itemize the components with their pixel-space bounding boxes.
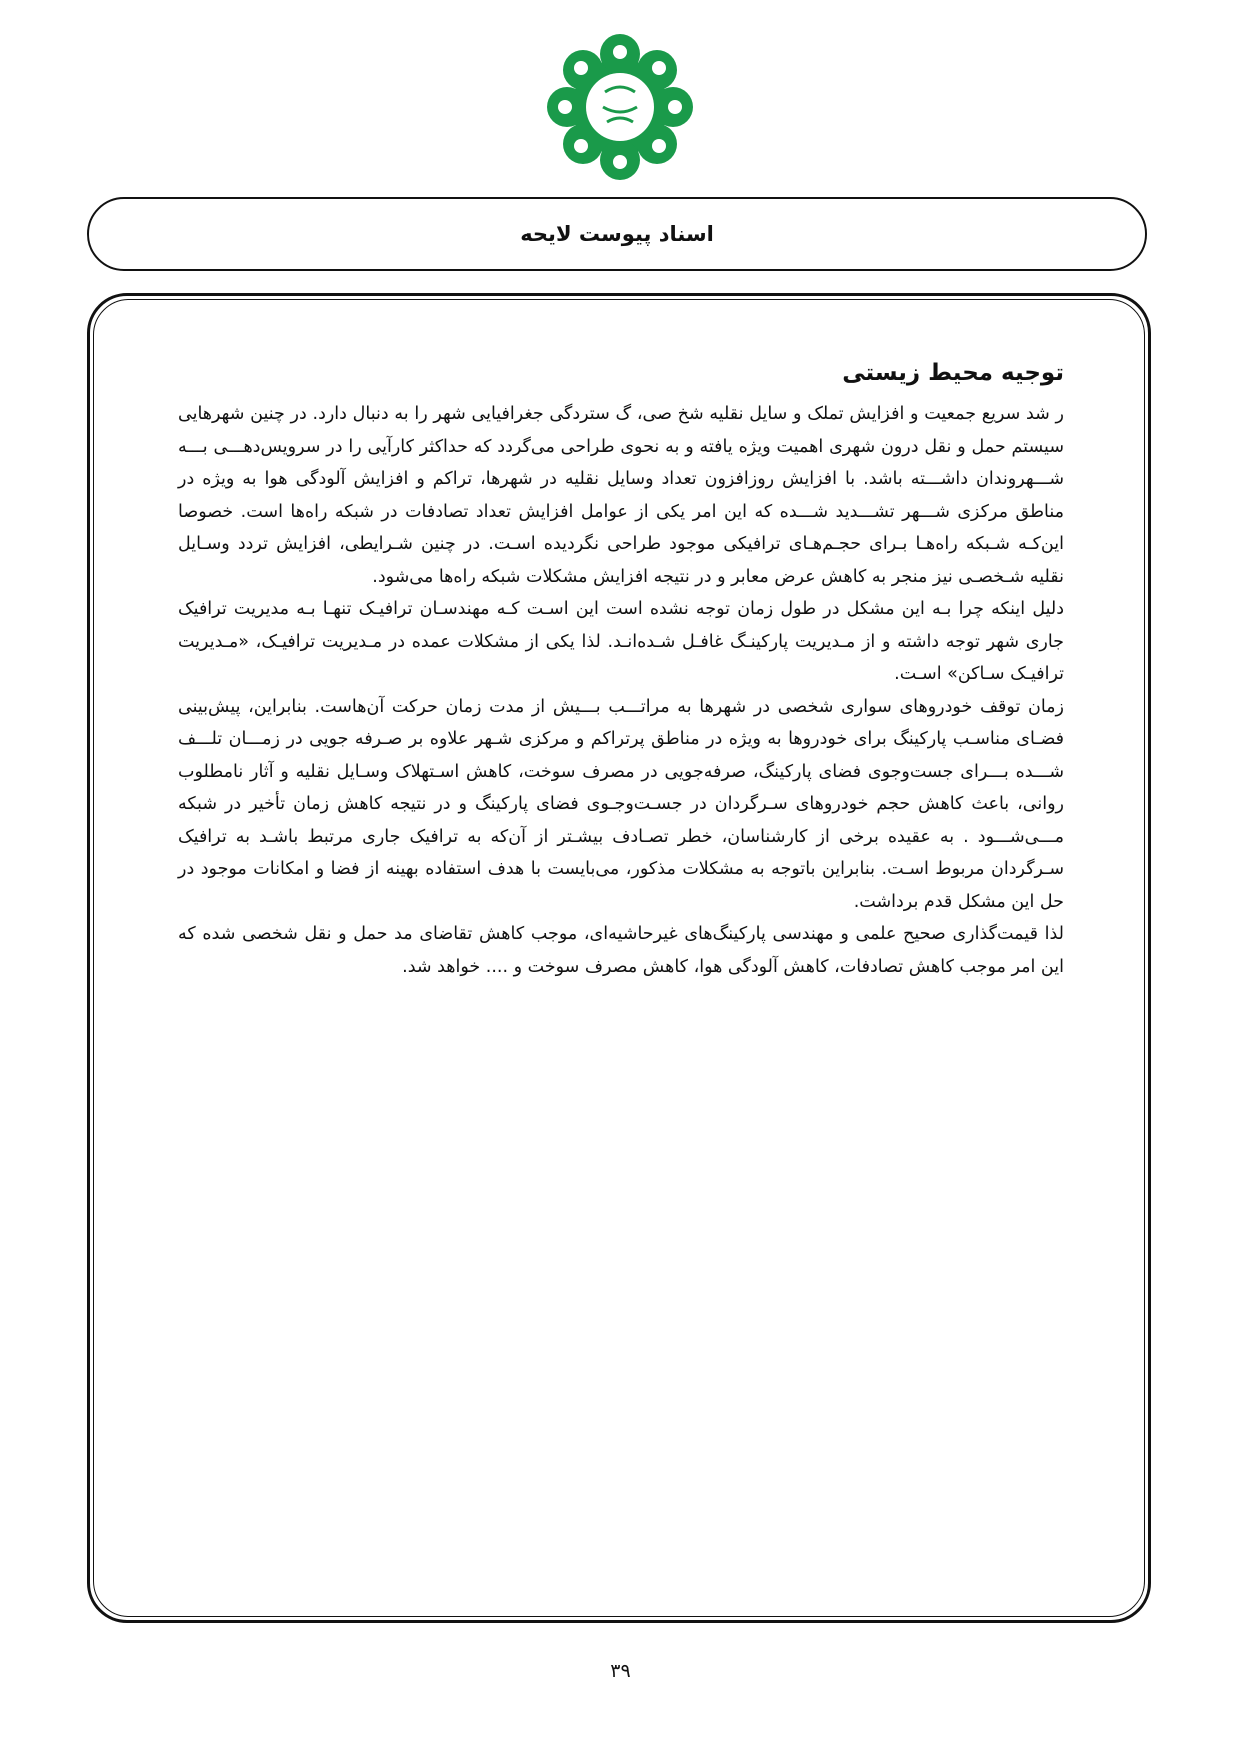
paragraph: لذا قیمت‌گذاری صحیح علمی و مهندسی پارکینگ‌های غیرحاشیه‌ای، موجب کاهش تقاضای مد حمل و نقل شخصی شده که این امر موجب کاهش تصادفات، کاهش آلودگی هوا، کاهش مصرف سوخت و .... خواهد شد. bbox=[178, 924, 1064, 977]
section-heading: توجیه محیط زیستی bbox=[842, 360, 1064, 386]
header-title: اسناد پیوست لایحه bbox=[520, 222, 714, 246]
municipality-logo bbox=[545, 32, 695, 182]
paragraph: ر شد سریع جمعیت و افزایش تملک و سایل نقلیه شخ صی، گ ستردگی جغرافیایی شهر را به دنبال دارد. در چنین شهرهایی سیستم حمل و نقل درون شهری اهمیت ویژه یافته و به نحوی طراحی می‌گردد که حداکثر کارآیی را در سرویس‌دهـــی بـــه شـــهروندان داشـــته باشد. با افزایش روزافزون تعداد وسایل نقلیه در شهرها، تراکم و افزایش آلودگی هوا به ویژه در مناطق مرکزی شـــهر تشـــدید شـــده که این امر یکی از عوامل افزایش تعداد تصادفات در شبکه راه‌ها است. خصوصا این‌کـه شـبکه راه‌هـا بـرای حجـم‌هـای ترافیکی موجود طراحی نگردیده اسـت. در چنین شـرایطی، افزایش تردد وسـایل نقلیه شـخصـی نیز منجر به کاهش عرض معابر و در نتیجه افزایش مشکلات شبکه راه‌ها می‌شود. bbox=[178, 404, 1064, 587]
page-number: ۳۹ bbox=[610, 1660, 631, 1682]
paragraph: زمان توقف خودروهای سواری شخصی در شهرها به مراتـــب بـــیش از مدت زمان حرکت آن‌هاست. بنابراین، پیش‌بینی فضـای مناسـب پارکینگ برای خودروها به ویژه در مناطق پرتراکم و مرکزی شـهر علاوه بر صـرفه جویی در زمـــان تلـــف شـــده بـــرای جست‌وجوی فضای پارکینگ، صرفه‌جویی در مصرف سوخت، کاهش اسـتهلاک وسـایل نقلیه و آثار نامطلوب روانی، باعث کاهش حجم خودروهای سـرگردان در جسـت‌وجـوی فضای پارکینگ و در نتیجه کاهش زمان تأخیر در شبکه مـــی‌شـــود . به عقیده برخی از کارشناسان، خطر تصـادف بیشـتر از آن‌که به ترافیک جاری مرتبط باشـد به ترافیک سـرگردان مربوط اسـت. بنابراین باتوجه به مشکلات مذکور، می‌بایست با هدف استفاده بهینه از فضا و امکانات موجود در حل این مشکل قدم برداشت. bbox=[178, 696, 1064, 912]
header-box bbox=[87, 197, 1147, 271]
section-content bbox=[178, 360, 1064, 983]
paragraph: دلیل اینکه چرا بـه این مشکل در طول زمان توجه نشده است این اسـت کـه مهندسـان ترافیـک تنهـا بـه مدیریت ترافیک جاری شهر توجه داشته و از مـدیریت پارکینـگ غافـل شـده‌انـد. لذا یکی از مشکلات عمده در مـدیریت ترافیـک، «مـدیریت ترافیـک سـاکن» اسـت. bbox=[178, 599, 1064, 684]
